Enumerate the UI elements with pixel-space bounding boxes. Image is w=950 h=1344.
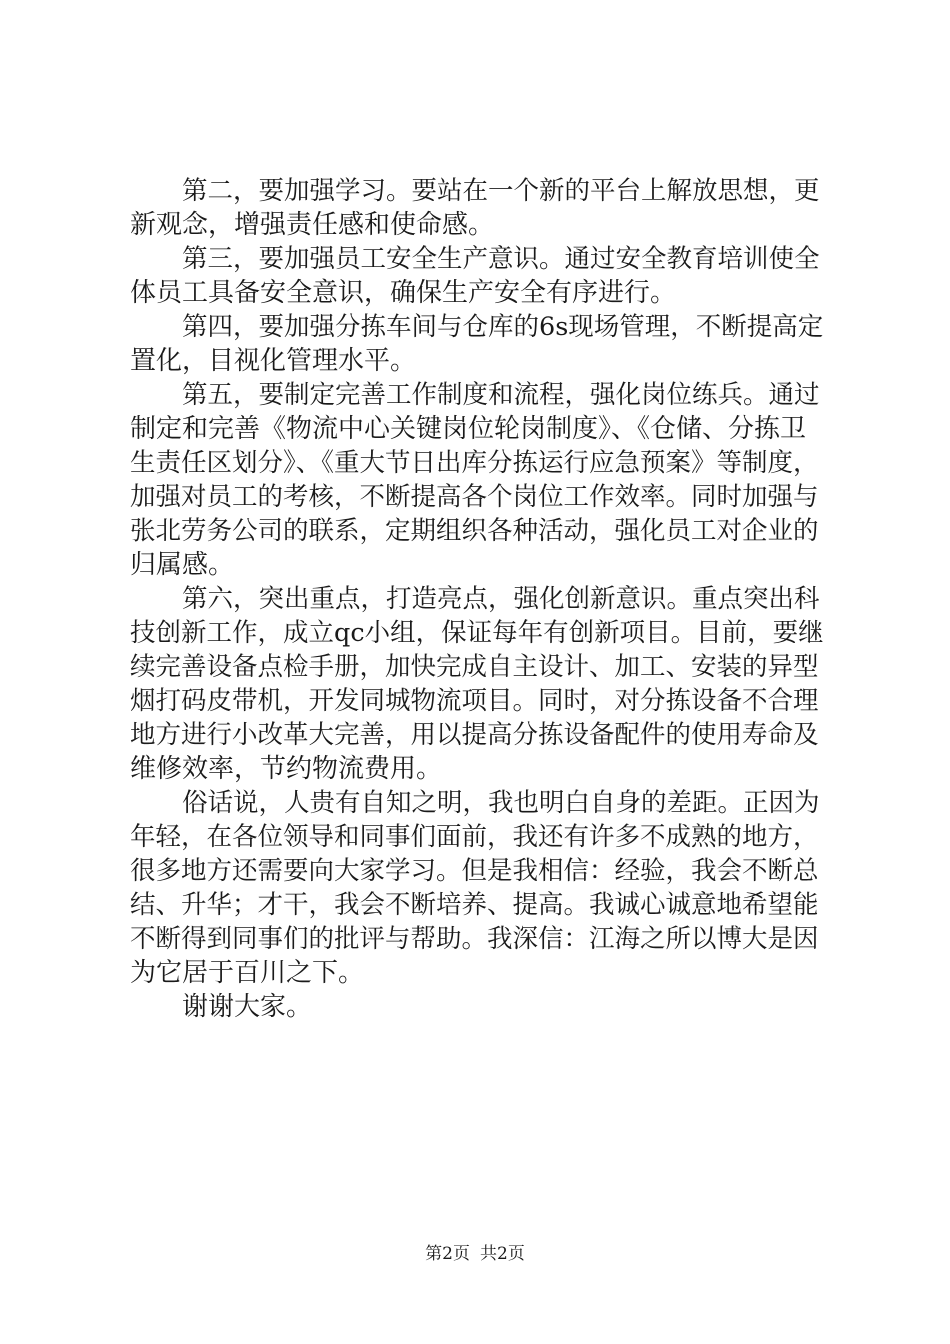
paragraph-line: 维修效率，节约物流费用。 xyxy=(130,754,443,784)
paragraph-line: 张北劳务公司的联系，定期组织各种活动，强化员工对企业的 xyxy=(130,516,819,546)
paragraph-line: 续完善设备点检手册，加快完成自主设计、加工、安装的异型 xyxy=(130,652,819,682)
paragraph-line: 为它居于百川之下。 xyxy=(130,958,365,988)
page-number-total: 共2页 xyxy=(480,1244,525,1264)
paragraph-line: 俗话说，人贵有自知之明，我也明白自身的差距。正因为 xyxy=(182,788,820,818)
paragraph-line: 新观念，增强责任感和使命感。 xyxy=(130,210,495,240)
paragraph-line: 结、升华；才干，我会不断培养、提高。我诚心诚意地希望能 xyxy=(130,890,819,920)
paragraph-line: 体员工具备安全意识，确保生产安全有序进行。 xyxy=(130,278,677,308)
paragraph-line: 生责任区划分》、《重大节日出库分拣运行应急预案》等制度， xyxy=(130,448,819,478)
paragraph-line: 烟打码皮带机，开发同城物流项目。同时，对分拣设备不合理 xyxy=(130,686,819,716)
paragraph-line: 第二，要加强学习。要站在一个新的平台上解放思想，更 xyxy=(182,176,820,206)
paragraph-line: 第三，要加强员工安全生产意识。通过安全教育培训使全 xyxy=(182,244,820,274)
paragraph-line: 置化，目视化管理水平。 xyxy=(130,346,417,376)
paragraph-line: 归属感。 xyxy=(130,550,235,580)
paragraph-line: 地方进行小改革大完善，用以提高分拣设备配件的使用寿命及 xyxy=(130,720,819,750)
page-footer xyxy=(0,1242,950,1266)
paragraph-line: 谢谢大家。 xyxy=(182,992,313,1022)
paragraph-line: 第六，突出重点，打造亮点，强化创新意识。重点突出科 xyxy=(182,584,820,614)
paragraph-line: 制定和完善《物流中心关键岗位轮岗制度》、《仓储、分拣卫 xyxy=(130,414,807,444)
page-number-current: 第2页 xyxy=(425,1244,470,1264)
paragraph-line: 加强对员工的考核，不断提高各个岗位工作效率。同时加强与 xyxy=(130,482,819,512)
paragraph-line: 技创新工作，成立qc小组，保证每年有创新项目。目前，要继 xyxy=(130,618,824,648)
paragraph-line: 年轻，在各位领导和同事们面前，我还有许多不成熟的地方， xyxy=(130,822,819,852)
paragraph-line: 第四，要加强分拣车间与仓库的6s现场管理，不断提高定 xyxy=(182,312,824,342)
paragraph-line: 不断得到同事们的批评与帮助。我深信：江海之所以博大是因 xyxy=(130,924,819,954)
document-body xyxy=(130,174,830,1024)
paragraph-line: 第五，要制定完善工作制度和流程，强化岗位练兵。通过 xyxy=(182,380,820,410)
paragraph-line: 很多地方还需要向大家学习。但是我相信：经验，我会不断总 xyxy=(130,856,819,886)
